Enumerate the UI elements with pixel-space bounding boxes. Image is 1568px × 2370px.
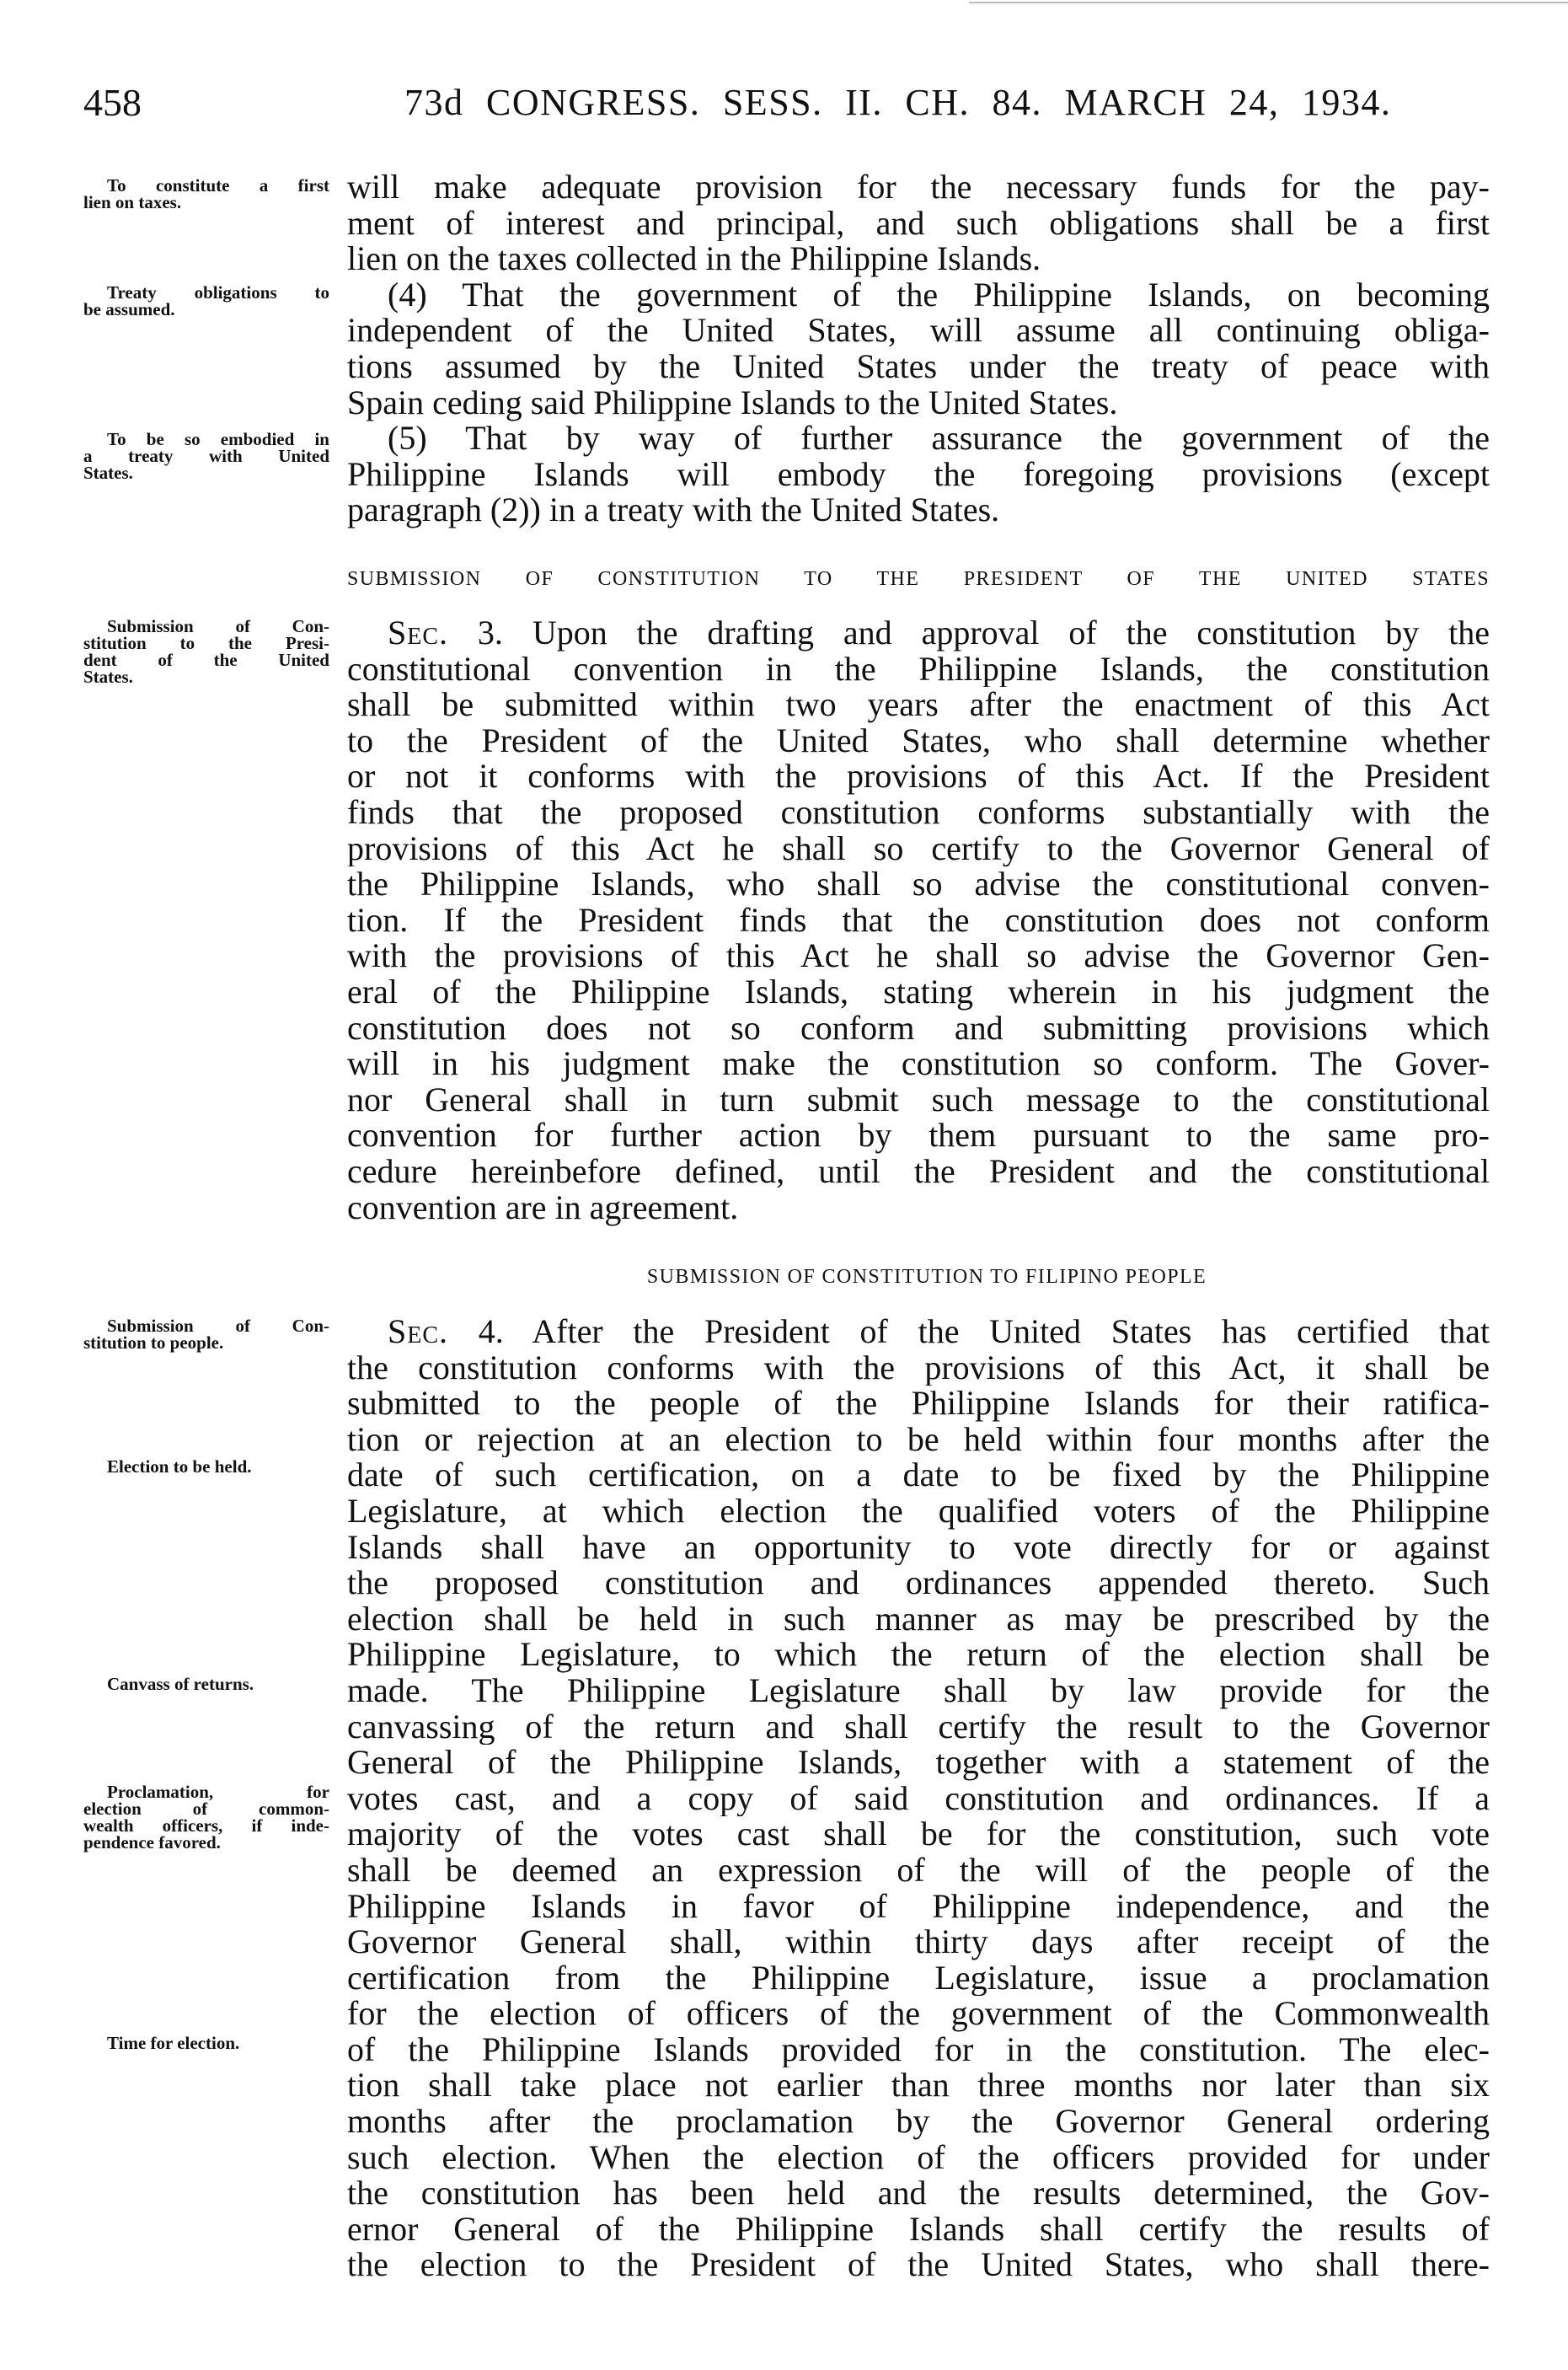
margin-note-first-lien [83, 177, 329, 211]
text-line [347, 1673, 1490, 1709]
text-line [347, 759, 1490, 795]
line-text: paragraph (2)) in a treaty with the United States. [347, 491, 1000, 529]
text-line [347, 831, 1490, 867]
line-text: will in his judgment make the constitution so conform. The Gover- [347, 1046, 1490, 1082]
line-text: ernor General of the Philippine Islands shall certify the results of [347, 2211, 1490, 2248]
line-text: constitution does not so conform and submitting provisions which [347, 1010, 1490, 1047]
text-line [347, 169, 1490, 206]
line-text: date of such certification, on a date to be fixed by the Philippine [347, 1457, 1490, 1493]
line-text: the proposed constitution and ordinances appended thereto. Such [347, 1565, 1490, 1601]
text-line [347, 1637, 1490, 1673]
line-text: votes cast, and a copy of said constitution and ordinances. If a [347, 1780, 1490, 1817]
margin-note-line: States. [83, 463, 133, 483]
line-text: Governor General shall, within thirty days after receipt of the [347, 1924, 1490, 1960]
text-line [347, 313, 1490, 349]
margin-note-line: pendence favored. [83, 1832, 221, 1853]
text-line [347, 866, 1490, 903]
text-line [347, 1457, 1490, 1493]
text-line [347, 1889, 1490, 1925]
text-line [347, 1422, 1490, 1458]
line-text: (5) That by way of further assurance the government of the [388, 421, 1490, 457]
margin-note-line: election of common- [83, 1799, 329, 1819]
line-text: 4. After the President of the United States has certified that [448, 1314, 1490, 1350]
line-text: will make adequate provision for the necessary funds for the pay- [347, 169, 1490, 206]
section-3 [347, 615, 1490, 1225]
line-text: such election. When the election of the officers provided for under [347, 2139, 1490, 2176]
margin-note-line: Submission of Con- [107, 1316, 329, 1336]
margin-note-line: Canvass of returns. [107, 1674, 254, 1694]
line-text: lien on the taxes collected in the Philippine Islands. [347, 239, 1041, 278]
margin-note-line: be assumed. [83, 299, 175, 319]
line-text: Spain ceding said Philippine Islands to the United States. [347, 383, 1118, 421]
text-line [347, 1082, 1490, 1118]
text-line [347, 1350, 1490, 1386]
text-line [347, 349, 1490, 385]
line-text: to the President of the United States, who shall determine whether [347, 722, 1490, 759]
text-line [347, 903, 1490, 939]
margin-note-canvass-returns [83, 1676, 329, 1692]
margin-note-submission-to-president [83, 618, 329, 685]
text-line [347, 974, 1490, 1011]
line-text: provisions of this Act he shall so certify to the Governor General of [347, 830, 1490, 867]
margin-note-line: a treaty with United [83, 446, 329, 466]
text-line [347, 457, 1490, 493]
line-text: nor General shall in turn submit such message to the constitutional [347, 1081, 1490, 1118]
text-line [347, 2175, 1490, 2212]
line-text: submitted to the people of the Philippine Islands for their ratifica- [347, 1386, 1490, 1422]
margin-note-embodied-in-treaty [83, 431, 329, 481]
line-text: tion shall take place not earlier than three months nor later than six [347, 2067, 1490, 2105]
line-text: the election to the President of the United States, who shall there- [347, 2247, 1490, 2284]
text-line [347, 795, 1490, 831]
margin-note-line: dent of the United [83, 650, 329, 670]
line-text: independent of the United States, will assume all continuing obliga- [347, 313, 1490, 349]
text-line [347, 687, 1490, 723]
text-line [347, 241, 1490, 277]
text-line [347, 385, 1490, 421]
line-text: General of the Philippine Islands, together with a statement of the [347, 1745, 1490, 1781]
margin-note-line: lien on taxes. [83, 192, 182, 212]
margin-note-line: Proclamation, for [107, 1782, 329, 1802]
line-text: constitutional convention in the Philippine Islands, the constitution [347, 651, 1490, 688]
line-text: with the provisions of this Act he shall so advise the Governor Gen- [347, 938, 1490, 974]
text-line [347, 723, 1490, 759]
margin-note-line: States. [83, 667, 133, 687]
line-text: made. The Philippine Legislature shall by law provide for the [347, 1672, 1490, 1709]
line-text: finds that the proposed constitution conforms substantially with the [347, 794, 1490, 831]
text-line [347, 2067, 1490, 2104]
line-text: 3. Upon the drafting and approval of the constitution by the [448, 615, 1490, 651]
text-line [347, 1154, 1490, 1190]
line-text: tion or rejection at an election to be held within four months after the [347, 1421, 1490, 1458]
section-label: Sec. [388, 1314, 449, 1350]
line-text: shall be submitted within two years after the enactment of this Act [347, 687, 1490, 723]
text-line [347, 1386, 1490, 1422]
text-line [347, 1781, 1490, 1817]
text-line [347, 277, 1490, 314]
line-text: the constitution has been held and the results determined, the Gov- [347, 2175, 1490, 2212]
margin-note-line: Treaty obligations to [107, 282, 329, 303]
text-line [347, 1565, 1490, 1601]
margin-note-line: Time for election. [107, 2033, 240, 2053]
line-text: the constitution conforms with the provisions of this Act, it shall be [347, 1349, 1490, 1386]
text-line [347, 1046, 1490, 1082]
text-line [347, 492, 1490, 528]
line-text: certification from the Philippine Legislature, issue a proclamation [347, 1960, 1490, 1997]
text-line [347, 1745, 1490, 1781]
section-heading-filipino-people: SUBMISSION OF CONSTITUTION TO FILIPINO PEOPLE [646, 1266, 1207, 1288]
margin-note-election-held [83, 1458, 329, 1475]
running-head: 73d CONGRESS. SESS. II. CH. 84. MARCH 24, 1934. [404, 82, 1392, 123]
margin-note-treaty-obligations [83, 284, 329, 318]
line-text: (4) That the government of the Philippine Islands, on becoming [388, 276, 1490, 314]
line-text: election shall be held in such manner as may be prescribed by the [347, 1601, 1490, 1638]
text-line [347, 1314, 1490, 1350]
text-line [347, 2247, 1490, 2283]
section-heading-president: SUBMISSION OF CONSTITUTION TO THE PRESIDENT OF THE UNITED STATES [347, 568, 1490, 590]
text-line [347, 938, 1490, 974]
line-text: the Philippine Islands, who shall so advise the constitutional conven- [347, 866, 1490, 903]
line-text: Philippine Islands will embody the foregoing provisions (except [347, 456, 1490, 493]
text-line [347, 1816, 1490, 1853]
line-text: convention for further action by them pursuant to the same pro- [347, 1118, 1490, 1154]
text-line [347, 1709, 1490, 1745]
text-line [347, 2032, 1490, 2068]
line-text: Philippine Islands in favor of Philippine independence, and the [347, 1888, 1490, 1925]
text-line [347, 421, 1490, 457]
margin-note-proclamation [83, 1783, 329, 1851]
text-line [347, 206, 1490, 242]
margin-note-line: Election to be held. [107, 1456, 252, 1477]
text-line [347, 615, 1490, 651]
text-line [347, 1960, 1490, 1997]
line-text: Legislature, at which election the qualified voters of the Philippine [347, 1493, 1490, 1530]
text-line [347, 1530, 1490, 1566]
margin-note-line: stitution to people. [83, 1332, 224, 1353]
line-text: or not it conforms with the provisions of this Act. If the President [347, 759, 1490, 795]
line-text: canvassing of the return and shall certify the result to the Governor [347, 1708, 1490, 1745]
margin-note-line: wealth officers, if inde- [83, 1815, 329, 1836]
margin-note-line: Submission of Con- [107, 616, 329, 636]
text-line [347, 1853, 1490, 1889]
margin-note-line: stitution to the Presi- [83, 633, 329, 653]
provisions-continued [347, 169, 1490, 528]
text-line [347, 1190, 1490, 1226]
line-text: cedure hereinbefore defined, until the President and the constitutional [347, 1153, 1490, 1190]
line-text: eral of the Philippine Islands, stating wherein in his judgment the [347, 973, 1490, 1011]
text-line [347, 2212, 1490, 2248]
line-text: Islands shall have an opportunity to vote directly for or against [347, 1529, 1490, 1566]
line-text: tions assumed by the United States under the treaty of peace with [347, 348, 1490, 385]
text-line [347, 1011, 1490, 1047]
text-line [347, 1601, 1490, 1638]
margin-note-line: To be so embodied in [107, 429, 329, 449]
line-text: for the election of officers of the government of the Commonwealth [347, 1996, 1490, 2032]
scan-edge-line [969, 2, 1568, 3]
section-4 [347, 1314, 1490, 2283]
line-text: convention are in agreement. [347, 1188, 739, 1226]
line-text: months after the proclamation by the Governor General ordering [347, 2104, 1490, 2140]
page-number: 458 [83, 81, 142, 124]
line-text: of the Philippine Islands provided for in the constitution. The elec- [347, 2031, 1490, 2068]
text-line [347, 1118, 1490, 1154]
margin-note-submission-to-people [83, 1317, 329, 1351]
line-text: Philippine Legislature, to which the return of the election shall be [347, 1637, 1490, 1673]
line-text: shall be deemed an expression of the will of the people of the [347, 1852, 1490, 1889]
text-line [347, 1493, 1490, 1530]
line-text: tion. If the President finds that the constitution does not conform [347, 902, 1490, 939]
text-line [347, 651, 1490, 688]
margin-note-line: To constitute a first [107, 175, 329, 196]
text-line [347, 1924, 1490, 1960]
line-text: ment of interest and principal, and such obligations shall be a first [347, 205, 1490, 242]
line-text: majority of the votes cast shall be for the constitution, such vote [347, 1816, 1490, 1853]
text-line [347, 2140, 1490, 2176]
text-line [347, 1996, 1490, 2032]
margin-note-time-for-election [83, 2035, 329, 2051]
section-label: Sec. [388, 615, 449, 651]
text-line [347, 2104, 1490, 2140]
